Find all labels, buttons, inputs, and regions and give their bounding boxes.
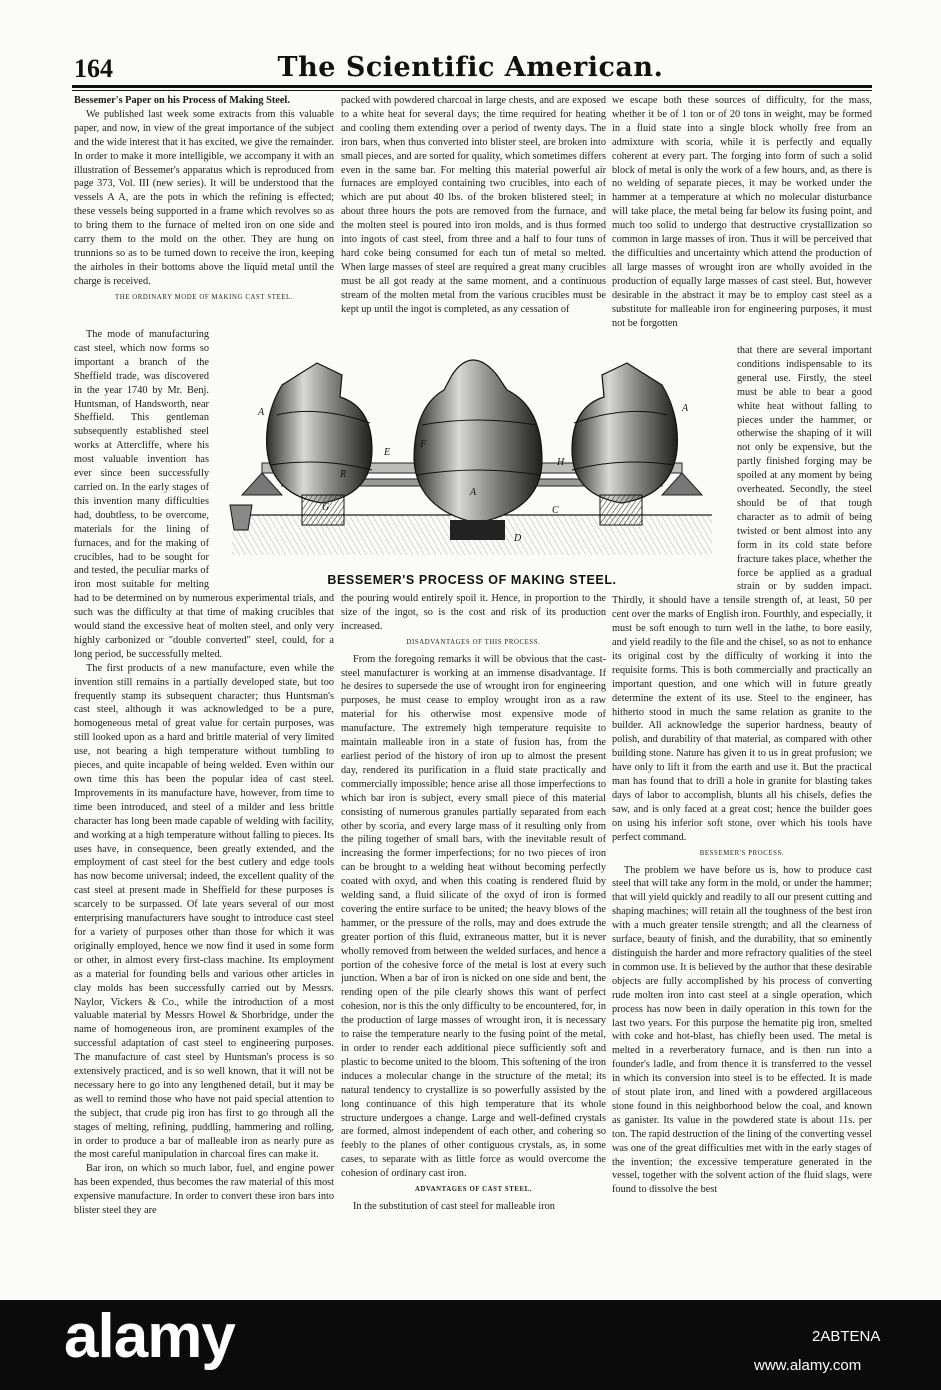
watermark-logo: alamy — [64, 1302, 235, 1371]
figure-label: C — [552, 505, 559, 516]
paragraph: packed with powdered charcoal in large chests, and are exposed to a white heat for several days; the time required for heating and cooling them extending over a period of twenty days. The iron bars, when thus converted into blister steel, are broken into small pieces, and are sorted for quality, which sometimes differs even in the same bar. For melting this material powerful air furnaces are employed containing two crucibles, into each of which are put about 40 lbs. of the broken blistered steel; in about three hours the pots are removed from the furnace, and the molten steel is poured into iron molds, and is thus formed into ingots of cast steel, from three and a half to four tuns of hard coke being consumed for each tun of metal so melted. When large masses of steel are required a great many crucibles must be all got ready at the same moment, and a continuous stream of the molten metal from the various crucibles must be kept up until the ingot is completed, as any cessation of — [341, 95, 606, 315]
figure-label: A — [682, 403, 689, 414]
watermark-image-id: 2ABTENA — [812, 1328, 881, 1345]
paragraph: that there are several important conditions indispensable to its general use. Firstly, the steel must be able to bear a good white heat without falling to pieces under the hammer, or otherwise the shaping of it will not only be expensive, but the partly finished forging may be spoiled at any moment by being overheated. Secondly, the steel should be of that tough character as to admit of being twisted or bent almost into any form in its cold state before fracture takes place, whether the force be applied as a gradual strain or by sudden impact. Thirdly, it should have a tensile strength of, at least, 50 per cent over the marks of English iron. Fourthly, and especially, it must be soft enough to turn well in the lathe, to bore easily, and yield readily to the file and the chisel, so as not to enhance its original cost by the difficulty of working it into the requisite forms. This is both commercially and practically an important question, and one which will in future greatly determine the extent of its use. Steel to the engineer, has hitherto stood in much the same relation as granite to the builder. All acknowledge the superior hardness, beauty of polish, and durability of that material, as compared with other building stone. Nature has given it to us in great profusion; we have only to lift it from the earth and use it. But the practical man has found that to drill a hole in granite for blasting takes days of labor to accomplish, blunts all his chisels, defies the saw, and is only faced at a great cost; hence the builder goes on using his inferior soft stone, over which his tools have perfect command. — [612, 345, 872, 843]
center-converter — [414, 360, 542, 540]
section-heading: ADVANTAGES OF CAST STEEL. — [414, 1186, 533, 1194]
figure-label: D — [514, 533, 522, 544]
header-rule — [72, 85, 872, 88]
watermark-site: www.alamy.com — [754, 1357, 862, 1374]
column-2-lower — [341, 592, 606, 1282]
article-title: Bessemer's Paper on his Process of Making Steel. — [74, 95, 290, 106]
paragraph: The mode of manufacturing cast steel, which now forms so important a branch of the Sheffield trade, was discovered in the year 1740 by Mr. Benj. Huntsman, of Handsworth, near Sheffield. This gentleman subsequently established steel works at Attercliffe, where his most valuable invention has ever since been successfully carried on. In the early stages of this invention many difficulties had, doubtless, to be overcome, materials for the lining of furnaces, and for the making of crucibles, had to be sought for and tested, the peculiar marks of iron most suitable for melting had to be determined on by numerous experimental trials, and such was the difficulty at that time of making crucibles that would stand the excessive heat of molten steel, and only very highly carbonized or "double converted" steel, could, for a long period, be successfully melted. — [74, 329, 334, 660]
column-2-upper — [341, 94, 606, 344]
figure-label: R — [340, 469, 347, 480]
paragraph: We published last week some extracts from this valuable paper, and now, in view of the great importance of the subject and the wide interest that it has excited, we give the remainder. In order to make it more intelligible, we accompany it with an illustration of Bessemer's apparatus which is reproduced from page 373, Vol. III (new series). It will be understood that the vessels A A, are the pots in which the refining is effected; these vessels being supported in a frame which revolves so as to bring them to the furnace of melted iron on one side and carry them to the mold on the other. They are hung on trunnions so as to be turned down to receive the iron, keeping the airholes in their bottoms above the liquid metal until the charge is received. — [74, 108, 334, 287]
paragraph: The first products of a new manufacture, even while the invention still remains in a partially developed state, but too frequently stamp its subsequent character; thus Huntsman's cast steel, although it was acknowledged to be a pure, homogeneous metal of great value for certain purposes, was still looked upon as a hard and brittle material of very limited use, not bearing a high temperature without tumbling to pieces, and quite incapable of being welded. Even within our own time this has been the popular idea of cast steel. Improvements in its manufacture have, however, from time to time been introduced, and steel of a milder and less brittle character has long been made capable of welding with facility, and working at a high temperature without falling to pieces. Its uses have, in consequence, been greatly extended, and the employment of cast steel for the best cutlery and edge tools has now become universal; indeed, the excellent quality of the cast steel at present made in Sheffield for these purposes is scarcely to be surpassed. Of late years several of our most enterprising manufacturers have sought to introduce cast steel for a variety of purposes other than those for which it was originally employed, hence we now find it used in some form or other, in almost every first-class machine. Its employment as a material for founding bells and various other articles in clay molds has been successfully carried out by Messrs. Naylor, Vickers & Co., while the introduction of a most valuable material by Messrs Howel & Shorbridge, under the name of homogeneous iron, are prominent examples of the successful adaptation of cast steel to engineering purposes. The manufacture of cast steel by Huntsman's process is so extensively practiced, and is so well known, that it will not be necessary here to go into any lengthened detail, but it may be as well to remind those who have not paid special attention to the subject, that crude pig iron has first to go through all the stages of melting, refining, puddling, hammering and rolling, in order to produce a bar of malleable iron as nearly pure as the most careful manipulation in charcoal fires can make it. — [74, 662, 334, 1161]
right-converter — [572, 363, 677, 525]
page-number: 164 — [74, 54, 113, 83]
column-1-upper — [74, 94, 334, 328]
figure-label: A — [470, 487, 477, 498]
figure-label: A — [258, 407, 265, 418]
paragraph: Bar iron, on which so much labor, fuel, and engine power has been expended, thus becomes the raw material of this most expensive manufacture. In order to convert these iron bars into blister steel they are — [74, 1163, 334, 1217]
masthead-title: The Scientific American. — [277, 52, 664, 83]
section-heading: BESSEMER'S PROCESS. — [699, 849, 785, 857]
left-converter — [267, 363, 372, 525]
figure-label: E — [384, 447, 391, 458]
converter-engraving — [222, 345, 722, 565]
figure-label: H — [557, 457, 565, 468]
section-heading: THE ORDINARY MODE OF MAKING CAST STEEL. — [114, 293, 294, 301]
paragraph: From the foregoing remarks it will be obvious that the cast-steel manufacturer is working at an immense disadvantage. If he desires to supersede the use of wrought iron for engineering purposes, he must cease to employ wrought iron as a raw material for his otherwise most expensive mode of manufacture. The extremely high temperature requisite to maintain malleable iron in a state of fusion has, from the earliest period of the history of iron up to almost the present day, rendered its purification in a fluid state practically and commercially impossible; hence arise all those imperfections to which bar iron is subject, every small piece of this material consisting of numerous granules partially separated from each other by scoria, and every large mass of it resulting only from the piling together of small bars, with the inevitable result of increasing the former imperfections; for no two pieces of iron can be brought to a welding heat without becoming perfectly coated with oxyd, and when this coating is rendered fluid by welding sand, a fluid silicate of the oxyd of iron is formed covering the entire surface to be united; the heavy blows of the hammer, or the pressure of the rolls, may and does extrude the greater portion of this fluid, extraneous matter, but it is never wholly removed from between the welded surfaces, and hence a portion of the cohesive force of the metal is lost at every such junction. When a bar of iron is nicked on one side and bent, the rending open of the pile clearly shows this want of perfect cohesion, nor is this the only difficulty to be encountered, for, in the production of large masses of wrought iron, it is necessary to raise the temperature nearly to the fusing point of the metal, in order to render each additional piece sufficiently soft and plastic to become united to the bloom. This softening of the iron induces a molecular change in the structure of the metal; its natural tendency to crystallize is so powerfully assisted by the long continuance of this high temperature that its whole structure undergoes a change. Large and well-defined crystals are formed, almost independent of each other, and cohering so feebly to the planes of other contiguous crystals, as, in some cases, to separate with as little force as would overcome the cohesion of ordinary cast iron. — [341, 653, 606, 1180]
header-rule-thin — [72, 90, 872, 91]
paragraph: we escape both these sources of difficulty, for the mass, whether it be of 1 ton or of 20 tons in weight, may be formed in a fluid state into a single block wholly free from an admixture with scoria, while it is perfectly and equally coherent at every part. The forging into form of such a solid block of metal is only the work of a few hours, and, as there is no welding of separate pieces, it may be worked under the hammer at a temperature at which no molecular disturbance will take place, the metal being far below its fusing point, and much too solid to undergo that destructive crystallization so common in large masses of iron. Thus it will be perceived that the difficulties and uncertainty which attend the production of all large masses of wrought iron are wholly avoided in the production of equally large masses of cast steel. But, however desirable in the abstract it may be to employ cast steel as a substitute for malleable iron for engineering purposes, it must not be forgotten — [612, 95, 872, 329]
paragraph: In the substitution of cast steel for malleable iron — [353, 1200, 555, 1212]
section-heading: DISADVANTAGES OF THIS PROCESS. — [406, 638, 541, 646]
paragraph: the pouring would entirely spoil it. Hence, in proportion to the size of the ingot, so is the cost and risk of its production increased. — [341, 593, 606, 632]
figure-label: F — [420, 439, 427, 450]
figure-caption: BESSEMER'S PROCESS OF MAKING STEEL. — [327, 573, 617, 587]
converter-illustration — [222, 345, 722, 565]
paragraph: The problem we have before us is, how to produce cast steel that will take any form in the mold, or under the hammer; that will yield quickly and readily to all our present cutting and shaping machines; will retain all the toughness of the best iron with a much greater tensile strength; and all the clearness of surface, beauty of finish, and the durability, that so eminently distinguish the harder and more refractory qualities of the steel in common use. It is believed by the author that these desirable objects are fully accomplished by his process of converting rude molten iron into cast steel at a single operation, which process has now been in daily operation in this town for the last two years. For this purpose the hematite pig iron, smelted with coke and hot-blast, has chiefly been used. The metal is melted in a reverberatory furnace, and is then run into a founder's ladle, and from thence it is transferred to the vessel in which its conversion into steel is to be effected. It is made of stout plate iron, and lined with a powdered argillaceous stone found in this neighborhood below the coal, and known as ganister. Its value in the powdered state is about 11s. per ton. The rapid destruction of the lining of the converting vessel was one of the great difficulties met with in the early stages of the invention; the excessive temperature generated in the vessel, together with the solvent action of the fluid slags, were found to dissolve the best — [612, 864, 872, 1196]
figure-label: G — [322, 502, 330, 513]
column-3-upper — [612, 94, 872, 344]
